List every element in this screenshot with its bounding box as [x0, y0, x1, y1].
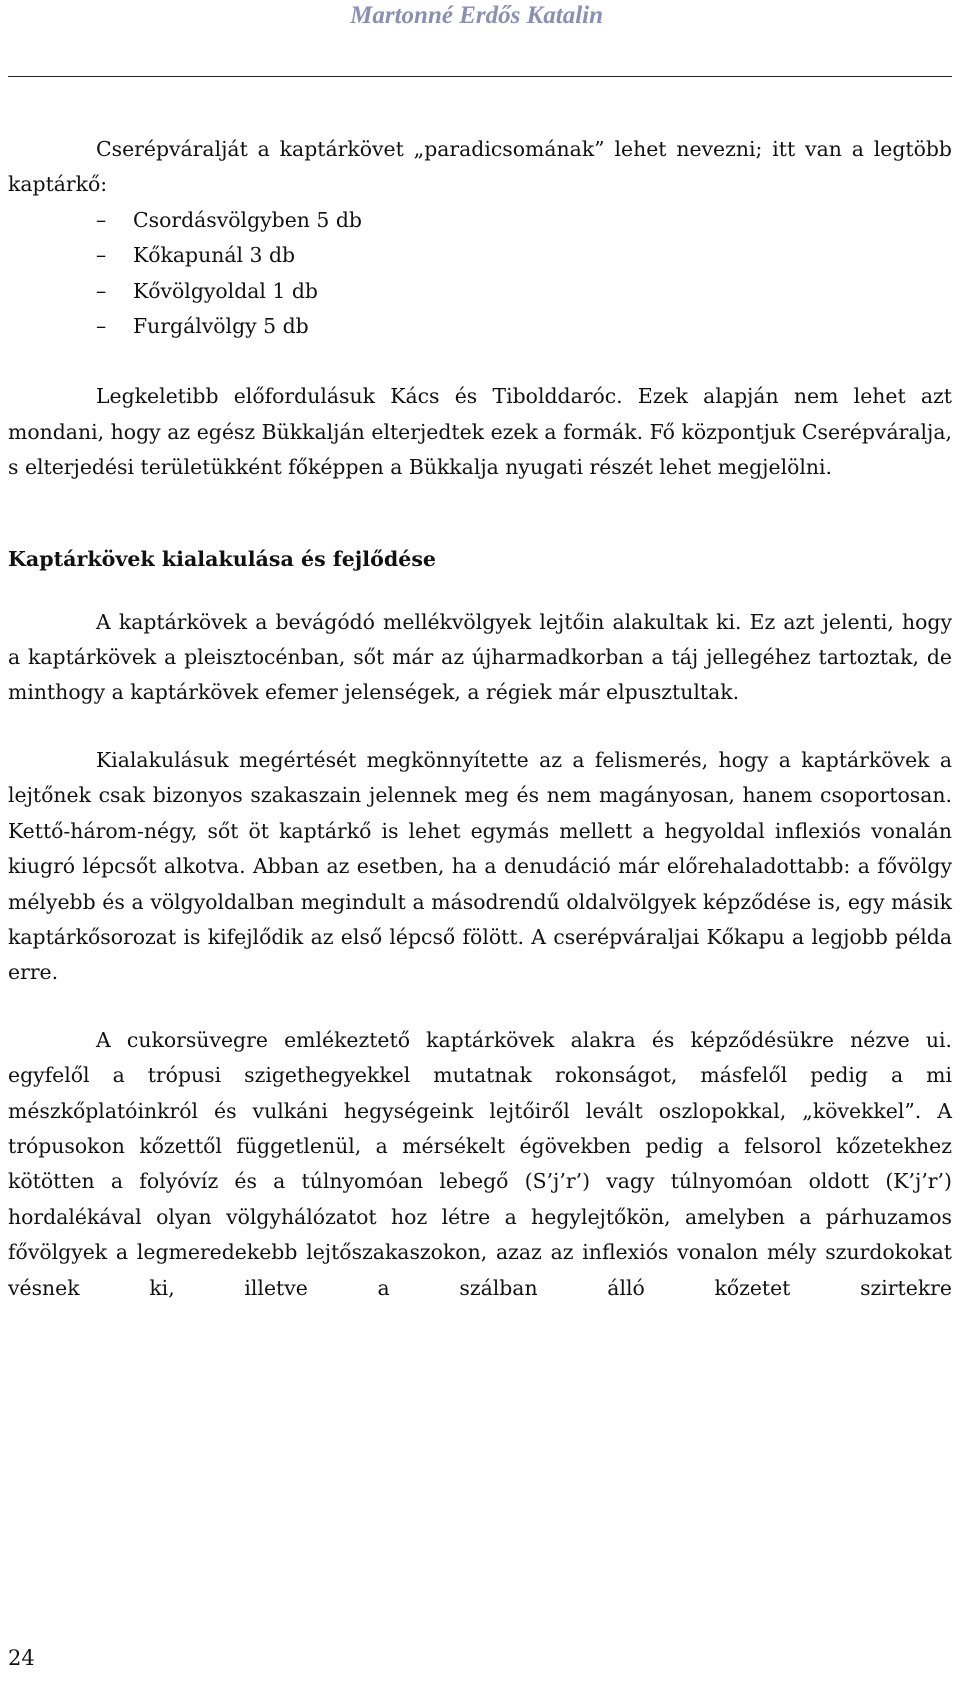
list-item	[8, 309, 952, 344]
dash-bullet: –	[96, 207, 107, 232]
dash-bullet: –	[96, 278, 107, 303]
intro-paragraph: Cserépváralját a kaptárkövet „paradicsomának” lehet nevezni; itt van a legtöbb kaptárkő:	[8, 137, 952, 197]
list-item-text: Kőkapunál 3 db	[133, 243, 296, 268]
dash-bullet: –	[96, 314, 107, 339]
body-paragraph-2: Kialakulásuk megértését megkönnyítette az a felismerés, hogy a kaptárkövek a lejtőnek csak bizonyos szakaszain jelennek meg és nem magányosan, hanem csoportosan. Kettő-három-négy, sőt öt kaptárkő is lehet egymás mellett a hegyoldal inflexiós vonalán kiugró lépcsőt alkotva. Abban az esetben, ha a denudáció már előrehaladottabb: a fővölgy mélyebb és a völgyoldalban megindult a másodrendű oldalvölgyek képződése is, egy másik kaptárkősorozat is kifejlődik az első lépcső fölött. A cserépváraljai Kőkapu a legjobb példa erre.	[8, 747, 952, 985]
dash-bullet: –	[96, 243, 107, 268]
body-paragraph-3: A cukorsüvegre emlékeztető kaptárkövek alakra és képződésükre nézve ui. egyfelől a trópusi szigethegyekkel mutatnak rokonságot, másfelől pedig a mi mészkőplatóinkról és vulkáni hegységeink lejtőiről levált oszlopokkal, „kövekkel”. A trópusokon kőzettől függetlenül, a mérsékelt égövekben pedig a felsorol kőzetekhez kötötten a folyóvíz és a túlnyomóan lebegő (S’j’r’) vagy túlnyomóan oldott (K’j’r’) hordalékával olyan völgyhálózatot hoz létre a hegylejtőkön, amelyben a párhuzamos fővölgyek a legmeredekebb lejtőszakaszokon, azaz az inflexiós vonalon mély szurdokokat vésnek ki, illetve a szálban álló kőzetet szirtekre	[8, 1027, 952, 1300]
list-item-text: Furgálvölgy 5 db	[133, 314, 309, 339]
occurrence-paragraph: Legkeletibb előfordulásuk Kács és Tibolddaróc. Ezek alapján nem lehet azt mondani, hogy az egész Bükkalján elterjedtek ezek a formák. Fő központjuk Cserépváralja, s elterjedési területükként főképpen a Bükkalja nyugati részét lehet megjelölni.	[8, 384, 952, 480]
list-item-text: Csordásvölgyben 5 db	[133, 207, 362, 232]
list-item	[8, 238, 952, 273]
section-heading: Kaptárkövek kialakulása és fejlődése	[8, 546, 437, 571]
header-rule	[8, 76, 952, 77]
page-number: 24	[8, 1646, 35, 1670]
location-list	[8, 203, 952, 345]
list-item-text: Kővölgyoldal 1 db	[133, 278, 318, 303]
list-item	[8, 203, 952, 238]
running-header-author: Martonné Erdős Katalin	[350, 2, 603, 29]
body-paragraph-1: A kaptárkövek a bevágódó mellékvölgyek lejtőin alakultak ki. Ez azt jelenti, hogy a kaptárkövek a pleisztocénban, sőt már az újharmadkorban a táj jellegéhez tartoztak, de minthogy a kaptárkövek efemer jelenségek, a régiek már elpusztultak.	[8, 609, 952, 705]
list-item	[8, 274, 952, 309]
page-body	[8, 132, 952, 1306]
